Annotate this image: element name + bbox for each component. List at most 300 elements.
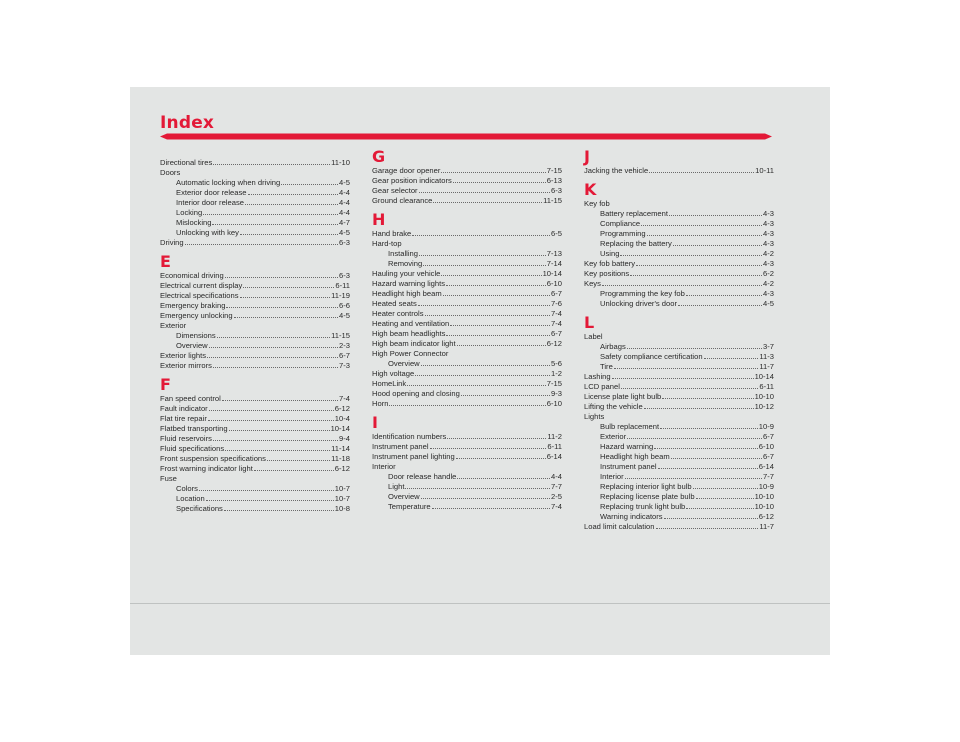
- index-term: Interior: [600, 472, 624, 481]
- index-term: Airbags: [600, 342, 626, 351]
- index-entry: [584, 372, 774, 382]
- dot-leader: [217, 336, 330, 338]
- index-entry: [372, 279, 562, 289]
- index-term: Exterior mirrors: [160, 361, 212, 370]
- index-subentry: [584, 512, 774, 522]
- index-page-number: 6-5: [551, 229, 562, 238]
- index-page-number: 11-15: [543, 196, 562, 205]
- index-term: Fuse: [160, 474, 177, 483]
- index-page-number: 7-4: [339, 394, 350, 403]
- index-term: Temperature: [388, 502, 431, 511]
- index-page-number: 6-12: [334, 464, 350, 473]
- index-section-letter: F: [160, 375, 171, 394]
- index-term: Heater controls: [372, 309, 424, 318]
- index-term: Headlight high beam: [372, 289, 442, 298]
- index-entry: [584, 522, 774, 532]
- index-page-number: 6-12: [546, 339, 562, 348]
- index-entry: [160, 238, 350, 248]
- footer-divider: [130, 603, 830, 604]
- dot-leader: [423, 264, 546, 266]
- dot-leader: [457, 477, 550, 479]
- dot-leader: [199, 489, 334, 491]
- index-page-number: 10-7: [334, 494, 350, 503]
- index-entry: [584, 199, 774, 209]
- index-term: Doors: [160, 168, 181, 177]
- index-page-number: 6-12: [334, 404, 350, 413]
- index-page-number: 6-11: [547, 442, 562, 451]
- index-page-number: 9-3: [551, 389, 562, 398]
- index-subentry: [160, 341, 350, 351]
- index-term: Location: [176, 494, 205, 503]
- index-subentry: [584, 249, 774, 259]
- dot-leader: [419, 254, 546, 256]
- index-entry: [160, 464, 350, 474]
- index-entry: [160, 311, 350, 321]
- index-term: High Power Connector: [372, 349, 449, 358]
- index-term: Replacing license plate bulb: [600, 492, 695, 501]
- index-entry: [372, 289, 562, 299]
- index-page-number: 6-7: [551, 289, 562, 298]
- index-entry: [372, 339, 562, 349]
- index-page-number: 6-3: [339, 238, 350, 247]
- index-page: [130, 87, 830, 655]
- dot-leader: [461, 394, 550, 396]
- index-subentry: [584, 362, 774, 372]
- index-page-number: 10-14: [754, 372, 774, 381]
- index-subentry: [372, 492, 562, 502]
- index-page-number: 6-3: [551, 186, 562, 195]
- index-entry: [372, 229, 562, 239]
- index-entry: [160, 404, 350, 414]
- dot-leader: [229, 429, 330, 431]
- index-section-letter: E: [160, 252, 171, 271]
- index-subentry: [584, 502, 774, 512]
- index-term: HomeLink: [372, 379, 407, 388]
- index-term: Mislocking: [176, 218, 212, 227]
- dot-leader: [627, 347, 762, 349]
- dot-leader: [686, 294, 762, 296]
- dot-leader: [412, 234, 550, 236]
- index-term: Load limit calculation: [584, 522, 655, 531]
- dot-leader: [240, 296, 331, 298]
- index-entry: [372, 389, 562, 399]
- index-entry: [372, 349, 562, 359]
- index-entry: [584, 166, 774, 176]
- dot-leader: [281, 183, 338, 185]
- dot-leader: [203, 213, 338, 215]
- index-page-number: 7-7: [551, 482, 562, 491]
- index-page-number: 10-9: [758, 482, 774, 491]
- index-term: Hazard warning: [600, 442, 654, 451]
- dot-leader: [208, 419, 334, 421]
- index-subentry: [584, 299, 774, 309]
- dot-leader: [206, 499, 334, 501]
- index-term: Emergency braking: [160, 301, 226, 310]
- index-page-number: 6-6: [339, 301, 350, 310]
- index-entry: [584, 269, 774, 279]
- index-term: Directional tires: [160, 158, 213, 167]
- index-entry: [372, 369, 562, 379]
- index-section-letter: J: [584, 147, 590, 166]
- dot-leader: [425, 314, 551, 316]
- dot-leader: [226, 306, 338, 308]
- dot-leader: [669, 214, 762, 216]
- dot-leader: [636, 264, 762, 266]
- index-subentry: [584, 432, 774, 442]
- dot-leader: [612, 377, 754, 379]
- dot-leader: [658, 467, 758, 469]
- index-term: Exterior door release: [176, 188, 247, 197]
- index-subentry: [584, 482, 774, 492]
- dot-leader: [625, 477, 762, 479]
- index-term: Colors: [176, 484, 198, 493]
- index-term: Light: [388, 482, 405, 491]
- index-entry: [372, 166, 562, 176]
- index-section-letter: L: [584, 313, 595, 332]
- index-page-number: 11-7: [759, 522, 774, 531]
- index-term: Instrument panel: [600, 462, 657, 471]
- dot-leader: [430, 447, 547, 449]
- index-term: Exterior: [600, 432, 627, 441]
- index-entry: [372, 399, 562, 409]
- index-page-number: 4-2: [763, 249, 774, 258]
- index-page-number: 3-7: [763, 342, 774, 351]
- index-term: Horn: [372, 399, 389, 408]
- index-term: Replacing the battery: [600, 239, 672, 248]
- index-page-number: 10-11: [755, 166, 774, 175]
- dot-leader: [647, 234, 762, 236]
- index-entry: [372, 299, 562, 309]
- dot-leader: [693, 487, 758, 489]
- index-entry: [160, 444, 350, 454]
- index-term: Lifting the vehicle: [584, 402, 643, 411]
- index-term: LCD panel: [584, 382, 620, 391]
- index-section-letter: I: [372, 413, 378, 432]
- index-term: Heated seats: [372, 299, 417, 308]
- index-page-number: 1-2: [551, 369, 562, 378]
- index-term: Warning indicators: [600, 512, 663, 521]
- index-page-number: 6-14: [546, 452, 562, 461]
- index-term: Dimensions: [176, 331, 216, 340]
- index-page-number: 6-14: [758, 462, 774, 471]
- index-term: Key positions: [584, 269, 630, 278]
- index-term: Label: [584, 332, 603, 341]
- index-page-number: 7-15: [546, 166, 562, 175]
- index-term: Frost warning indicator light: [160, 464, 253, 473]
- dot-leader: [664, 517, 758, 519]
- dot-leader: [602, 284, 762, 286]
- index-page-number: 4-3: [763, 229, 774, 238]
- index-term: Automatic locking when driving: [176, 178, 281, 187]
- index-term: Specifications: [176, 504, 223, 513]
- index-term: Replacing interior light bulb: [600, 482, 692, 491]
- dot-leader: [620, 254, 762, 256]
- index-entry: [584, 382, 774, 392]
- index-subentry: [160, 494, 350, 504]
- index-subentry: [160, 178, 350, 188]
- index-entry: [160, 474, 350, 484]
- index-term: Exterior lights: [160, 351, 207, 360]
- dot-leader: [248, 193, 339, 195]
- dot-leader: [656, 527, 759, 529]
- index-term: Identification numbers: [372, 432, 447, 441]
- index-term: Fluid reservoirs: [160, 434, 212, 443]
- dot-leader: [446, 334, 550, 336]
- dot-leader: [678, 304, 762, 306]
- dot-leader: [405, 487, 550, 489]
- index-term: Tire: [600, 362, 613, 371]
- index-page-number: 7-14: [546, 259, 562, 268]
- index-subentry: [372, 502, 562, 512]
- index-subentry: [372, 472, 562, 482]
- index-term: Safety compliance certification: [600, 352, 703, 361]
- index-term: Economical driving: [160, 271, 224, 280]
- index-page-number: 4-4: [339, 198, 350, 207]
- index-page-number: 10-14: [330, 424, 350, 433]
- index-subentry: [160, 188, 350, 198]
- index-entry: [160, 424, 350, 434]
- index-page-number: 7-15: [546, 379, 562, 388]
- index-term: Bulb replacement: [600, 422, 660, 431]
- dot-leader: [673, 244, 762, 246]
- index-term: Interior door release: [176, 198, 244, 207]
- index-subentry: [372, 259, 562, 269]
- index-term: Hazard warning lights: [372, 279, 446, 288]
- index-term: Compliance: [600, 219, 641, 228]
- index-page-number: 6-7: [763, 452, 774, 461]
- index-subentry: [584, 289, 774, 299]
- index-subentry: [584, 462, 774, 472]
- index-subentry: [584, 239, 774, 249]
- index-entry: [584, 332, 774, 342]
- dot-leader: [433, 201, 542, 203]
- dot-leader: [627, 437, 762, 439]
- index-column-3: [584, 147, 774, 532]
- dot-leader: [441, 274, 541, 276]
- index-entry: [584, 279, 774, 289]
- dot-leader: [224, 509, 334, 511]
- index-subentry: [160, 218, 350, 228]
- index-term: Battery replacement: [600, 209, 668, 218]
- dot-leader: [213, 163, 330, 165]
- index-subentry: [584, 472, 774, 482]
- index-page-number: 11-19: [331, 291, 350, 300]
- dot-leader: [446, 284, 546, 286]
- index-entry: [372, 239, 562, 249]
- dot-leader: [254, 469, 334, 471]
- index-term: Front suspension specifications: [160, 454, 266, 463]
- index-page-number: 4-4: [339, 208, 350, 217]
- index-page-number: 4-5: [339, 178, 350, 187]
- dot-leader: [630, 274, 762, 276]
- dot-leader: [696, 497, 754, 499]
- index-column-1: [160, 158, 350, 514]
- index-entry: [372, 269, 562, 279]
- index-page-number: 6-11: [759, 382, 774, 391]
- index-term: Unlocking with key: [176, 228, 239, 237]
- index-subentry: [160, 331, 350, 341]
- index-page-number: 4-4: [339, 188, 350, 197]
- index-subentry: [584, 442, 774, 452]
- index-term: Flat tire repair: [160, 414, 207, 423]
- dot-leader: [185, 243, 338, 245]
- index-entry: [372, 186, 562, 196]
- index-section-letter: H: [372, 210, 386, 229]
- index-subentry: [584, 219, 774, 229]
- dot-leader: [443, 294, 550, 296]
- index-term: Using: [600, 249, 620, 258]
- index-term: Hand brake: [372, 229, 412, 238]
- index-page-number: 2-5: [551, 492, 562, 501]
- index-page-number: 10-12: [754, 402, 774, 411]
- dot-leader: [654, 447, 758, 449]
- index-term: License plate light bulb: [584, 392, 662, 401]
- index-page-number: 10-4: [334, 414, 350, 423]
- index-term: Fan speed control: [160, 394, 221, 403]
- index-page-number: 6-10: [546, 279, 562, 288]
- index-term: Garage door opener: [372, 166, 441, 175]
- index-page-number: 10-10: [754, 502, 774, 511]
- index-subentry: [584, 492, 774, 502]
- index-page-number: 10-9: [758, 422, 774, 431]
- index-entry: [372, 196, 562, 206]
- index-page-number: 6-12: [758, 512, 774, 521]
- index-page-number: 4-7: [339, 218, 350, 227]
- index-term: Replacing trunk light bulb: [600, 502, 686, 511]
- index-entry: [160, 158, 350, 168]
- index-page-number: 6-7: [763, 432, 774, 441]
- index-term: Interior: [372, 462, 396, 471]
- index-page-number: 6-11: [335, 281, 350, 290]
- dot-leader: [222, 399, 338, 401]
- index-page-number: 7-4: [551, 319, 562, 328]
- dot-leader: [243, 286, 334, 288]
- index-term: Instrument panel: [372, 442, 429, 451]
- dot-leader: [209, 409, 334, 411]
- index-page-number: 10-10: [754, 492, 774, 501]
- index-page-number: 11-3: [759, 352, 774, 361]
- dot-leader: [457, 344, 546, 346]
- index-page-number: 11-10: [331, 158, 350, 167]
- index-term: Programming the key fob: [600, 289, 685, 298]
- index-page-number: 4-3: [763, 209, 774, 218]
- index-subentry: [160, 198, 350, 208]
- index-page-number: 4-3: [763, 259, 774, 268]
- index-subentry: [584, 209, 774, 219]
- index-term: Electrical specifications: [160, 291, 239, 300]
- index-subentry: [584, 229, 774, 239]
- index-entry: [584, 392, 774, 402]
- dot-leader: [415, 374, 550, 376]
- index-page-number: 5-6: [551, 359, 562, 368]
- dot-leader: [267, 459, 330, 461]
- dot-leader: [614, 367, 759, 369]
- index-entry: [372, 379, 562, 389]
- dot-leader: [671, 457, 762, 459]
- dot-leader: [209, 346, 338, 348]
- dot-leader: [418, 304, 550, 306]
- dot-leader: [660, 427, 758, 429]
- index-page-number: 11-2: [547, 432, 562, 441]
- dot-leader: [421, 497, 550, 499]
- index-entry: [372, 442, 562, 452]
- title-rule: [160, 133, 772, 140]
- index-entry: [160, 434, 350, 444]
- index-page-number: 4-4: [551, 472, 562, 481]
- index-entry: [584, 402, 774, 412]
- dot-leader: [407, 384, 546, 386]
- index-subentry: [160, 208, 350, 218]
- dot-leader: [621, 387, 758, 389]
- index-page-number: 6-10: [758, 442, 774, 451]
- index-term: Exterior: [160, 321, 187, 330]
- index-page-number: 6-2: [763, 269, 774, 278]
- index-term: Unlocking driver's door: [600, 299, 677, 308]
- dot-leader: [704, 357, 759, 359]
- index-page-number: 11-14: [331, 444, 350, 453]
- index-term: Hood opening and closing: [372, 389, 460, 398]
- dot-leader: [245, 203, 338, 205]
- dot-leader: [662, 397, 753, 399]
- index-page-number: 10-10: [754, 392, 774, 401]
- index-entry: [372, 452, 562, 462]
- dot-leader: [421, 364, 550, 366]
- index-term: Fault indicator: [160, 404, 208, 413]
- index-entry: [160, 321, 350, 331]
- index-subentry: [584, 352, 774, 362]
- index-entry: [160, 281, 350, 291]
- dot-leader: [644, 407, 754, 409]
- index-term: Overview: [388, 359, 420, 368]
- index-subentry: [160, 484, 350, 494]
- index-subentry: [160, 504, 350, 514]
- index-term: Programming: [600, 229, 646, 238]
- dot-leader: [441, 171, 545, 173]
- index-entry: [372, 432, 562, 442]
- index-term: Installing: [388, 249, 418, 258]
- index-entry: [160, 168, 350, 178]
- page-title: Index: [160, 113, 215, 133]
- dot-leader: [432, 507, 550, 509]
- index-term: Lashing: [584, 372, 611, 381]
- index-page-number: 4-3: [763, 289, 774, 298]
- dot-leader: [456, 457, 546, 459]
- index-term: Key fob battery: [584, 259, 636, 268]
- dot-leader: [447, 437, 546, 439]
- index-term: Electrical current display: [160, 281, 243, 290]
- index-page-number: 7-4: [551, 502, 562, 511]
- dot-leader: [207, 356, 338, 358]
- index-term: Headlight high beam: [600, 452, 670, 461]
- index-subentry: [584, 342, 774, 352]
- index-page-number: 6-13: [546, 176, 562, 185]
- index-entry: [160, 454, 350, 464]
- dot-leader: [641, 224, 762, 226]
- index-page-number: 6-10: [546, 399, 562, 408]
- index-entry: [584, 259, 774, 269]
- index-term: Fluid specifications: [160, 444, 225, 453]
- index-entry: [160, 361, 350, 371]
- dot-leader: [389, 404, 545, 406]
- index-entry: [160, 271, 350, 281]
- index-page-number: 4-5: [339, 311, 350, 320]
- dot-leader: [450, 324, 550, 326]
- index-entry: [584, 412, 774, 422]
- dot-leader: [225, 276, 338, 278]
- index-entry: [160, 414, 350, 424]
- index-entry: [372, 319, 562, 329]
- index-page-number: 10-7: [334, 484, 350, 493]
